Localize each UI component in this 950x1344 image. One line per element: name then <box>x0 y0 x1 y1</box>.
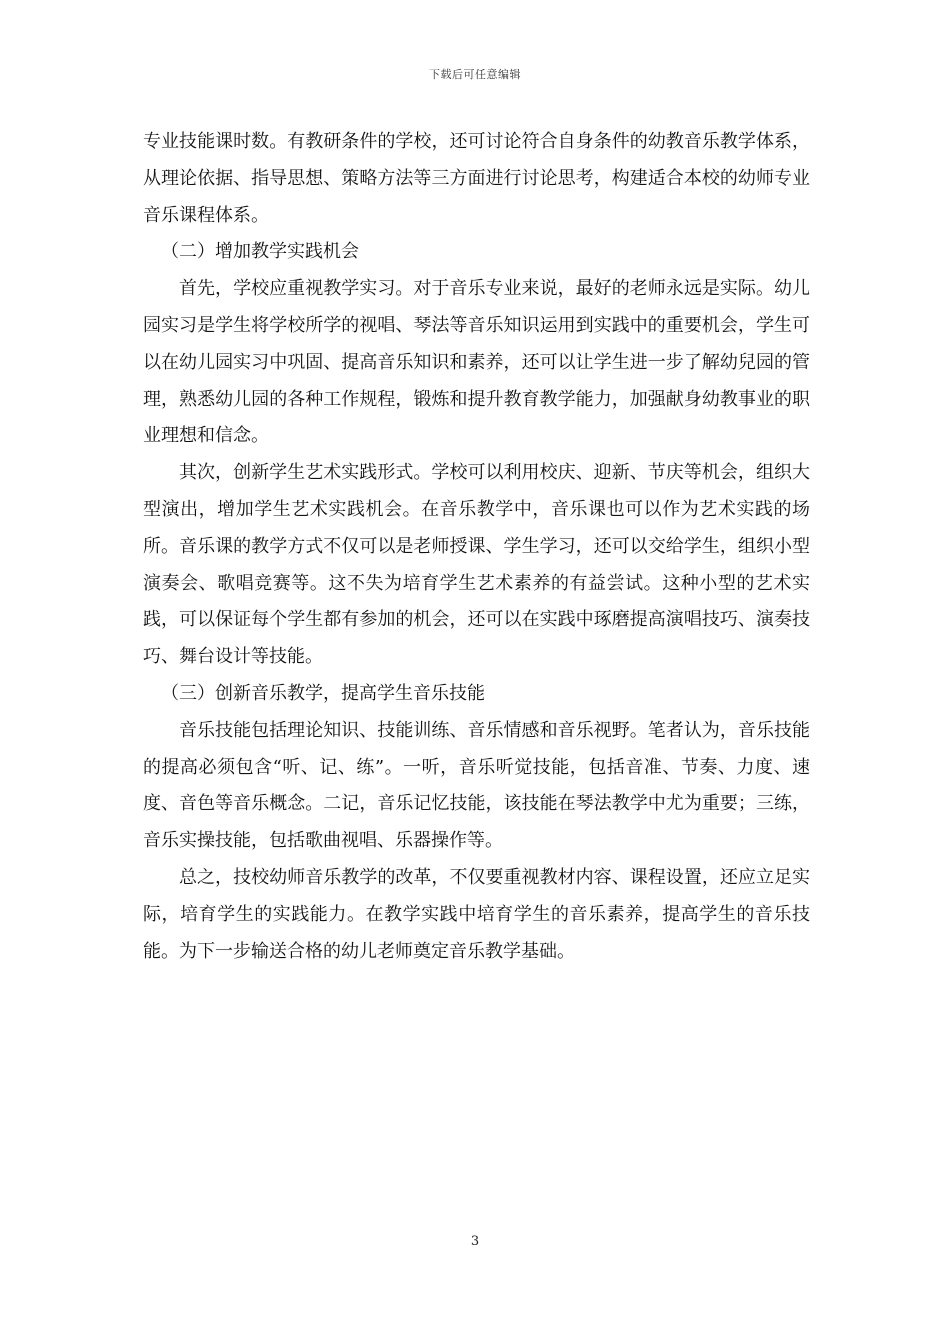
paragraph-conclusion: 总之，技校幼师音乐教学的改革，不仅要重视教材内容、课程设置，还应立足实际，培育学生的实践能力。在教学实践中培育学生的音乐素养，提高学生的音乐技能。为下一步输送合格的幼儿老师奠定音乐教学基础。 <box>143 866 810 962</box>
section-heading-2: （二）增加教学实践机会 <box>161 241 359 263</box>
paragraph-music-skills: 音乐技能包括理论知识、技能训练、音乐情感和音乐视野。笔者认为，音乐技能的提高必须包含“听、记、练”。一听，音乐听觉技能，包括音准、节奏、力度、速度、音色等音乐概念。二记，音乐记忆技能，该技能在琴法教学中尤为重要；三练，音乐实操技能，包括歌曲视唱、乐器操作等。 <box>143 719 810 852</box>
paragraph-continuation: 专业技能课时数。有教研条件的学校，还可讨论符合自身条件的幼教音乐教学体系，从理论依据、指导思想、策略方法等三方面进行讨论思考，构建适合本校的幼师专业音乐课程体系。 <box>143 131 810 226</box>
paragraph-art-practice: 其次，创新学生艺术实践形式。学校可以利用校庆、迎新、节庆等机会，组织大型演出，增加学生艺术实践机会。在音乐教学中，音乐课也可以作为艺术实践的场所。音乐课的教学方式不仅可以是老师授课、学生学习，还可以交给学生，组织小型演奏会、歌唱竞赛等。这不失为培育学生艺术素养的有益尝试。这种小型的艺术实践，可以保证每个学生都有参加的机会，还可以在实践中琢磨提高演唱技巧、演奏技巧、舞台设计等技能。 <box>143 462 810 668</box>
page-header-note: 下载后可任意编辑 <box>429 68 521 81</box>
document-body <box>143 124 810 970</box>
page-number: 3 <box>470 1234 480 1249</box>
section-heading-3: （三）创新音乐教学，提高学生音乐技能 <box>161 682 485 704</box>
paragraph-internship: 首先，学校应重视教学实习。对于音乐专业来说，最好的老师永远是实际。幼儿园实习是学生将学校所学的视唱、琴法等音乐知识运用到实践中的重要机会，学生可以在幼儿园实习中巩固、提高音乐知识和素养，还可以让学生进一步了解幼兒园的管理，熟悉幼儿园的各种工作规程，锻炼和提升教育教学能力，加强献身幼教事业的职业理想和信念。 <box>143 278 810 447</box>
